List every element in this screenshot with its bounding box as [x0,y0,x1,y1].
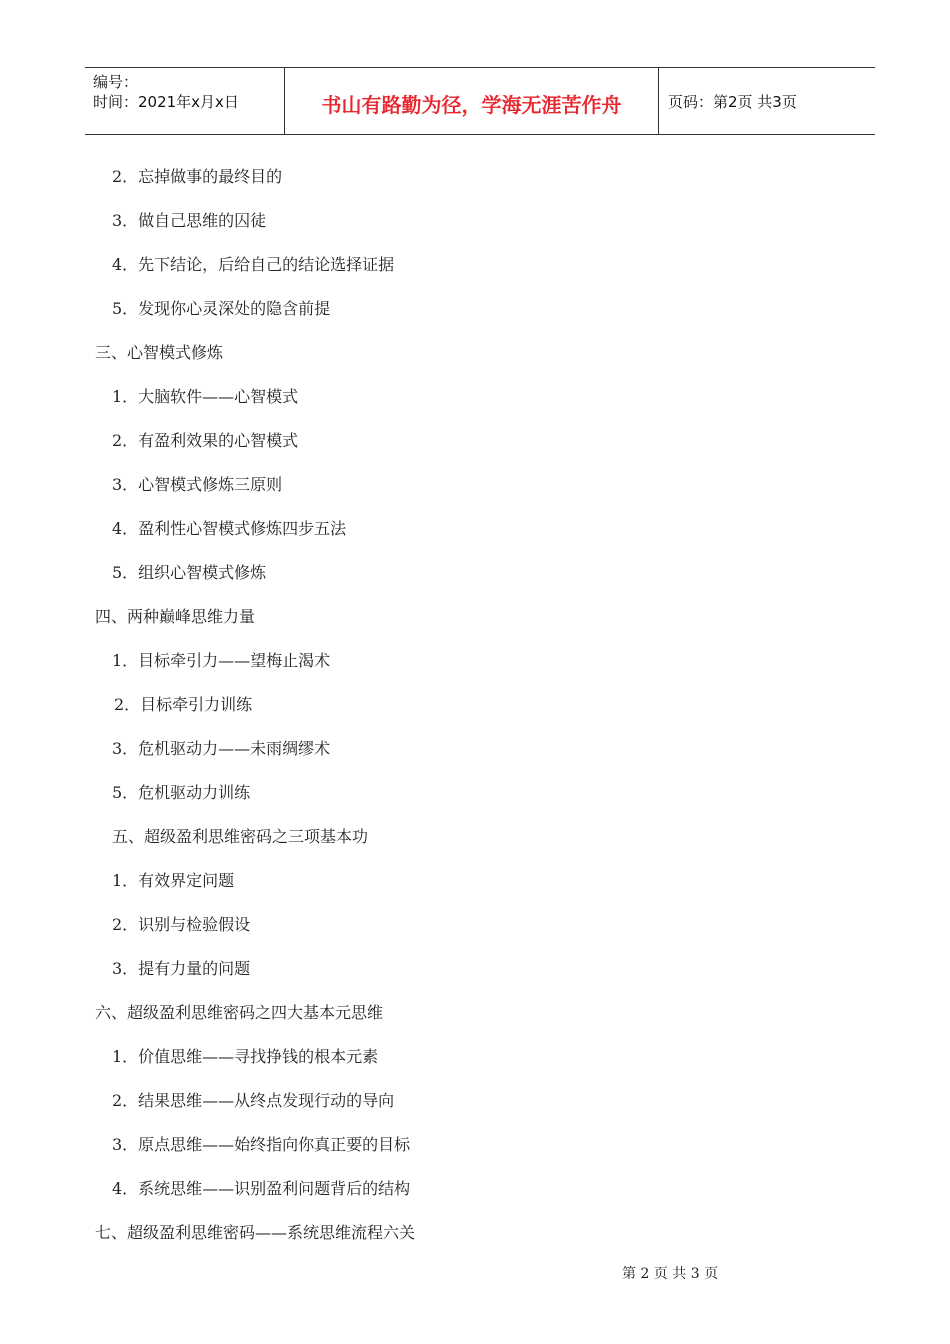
section-heading: 五、超级盈利思维密码之三项基本功 [112,827,369,846]
list-item: 5．发现你心灵深处的隐含前提 [112,299,331,318]
section-heading: 七、超级盈利思维密码——系统思维流程六关 [95,1223,416,1242]
list-item: 4．系统思维——识别盈利问题背后的结构 [112,1179,411,1198]
list-item: 2．忘掉做事的最终目的 [112,167,283,186]
document-date-label: 时间：2021年x月x日 [93,93,239,111]
document-header [85,67,875,135]
list-item: 5．组织心智模式修炼 [112,563,267,582]
list-item: 1．价值思维——寻找挣钱的根本元素 [112,1047,379,1066]
list-item: 5．危机驱动力训练 [112,783,251,802]
section-heading: 四、两种巅峰思维力量 [95,607,256,626]
list-item: 1．有效界定问题 [112,871,235,890]
list-item: 2．结果思维——从终点发现行动的导向 [112,1091,395,1110]
header-motto: 书山有路勤为径，学海无涯苦作舟 [321,92,622,117]
list-item: 4．盈利性心智模式修炼四步五法 [112,519,347,538]
header-meta-cell [85,68,285,134]
footer-page-number: 第 2 页 共 3 页 [622,1266,719,1282]
list-item: 2．目标牵引力训练 [114,695,253,714]
header-page-cell [659,68,875,134]
page-footer [622,1265,718,1283]
header-page-label: 页码：第2页 共3页 [668,92,797,111]
list-item: 2．有盈利效果的心智模式 [112,431,299,450]
list-item: 4．先下结论，后给自己的结论选择证据 [112,255,395,274]
section-heading: 三、心智模式修炼 [95,343,224,362]
header-motto-cell [285,68,659,134]
list-item: 3．做自己思维的囚徒 [112,211,267,230]
list-item: 1．目标牵引力——望梅止渴术 [112,651,331,670]
list-item: 3．危机驱动力——未雨绸缪术 [112,739,331,758]
list-item: 3．提有力量的问题 [112,959,251,978]
list-item: 3．心智模式修炼三原则 [112,475,283,494]
list-item: 1．大脑软件——心智模式 [112,387,299,406]
list-item: 2．识别与检验假设 [112,915,251,934]
section-heading: 六、超级盈利思维密码之四大基本元思维 [95,1003,384,1022]
list-item: 3．原点思维——始终指向你真正要的目标 [112,1135,411,1154]
document-number-label: 编号： [93,73,139,91]
